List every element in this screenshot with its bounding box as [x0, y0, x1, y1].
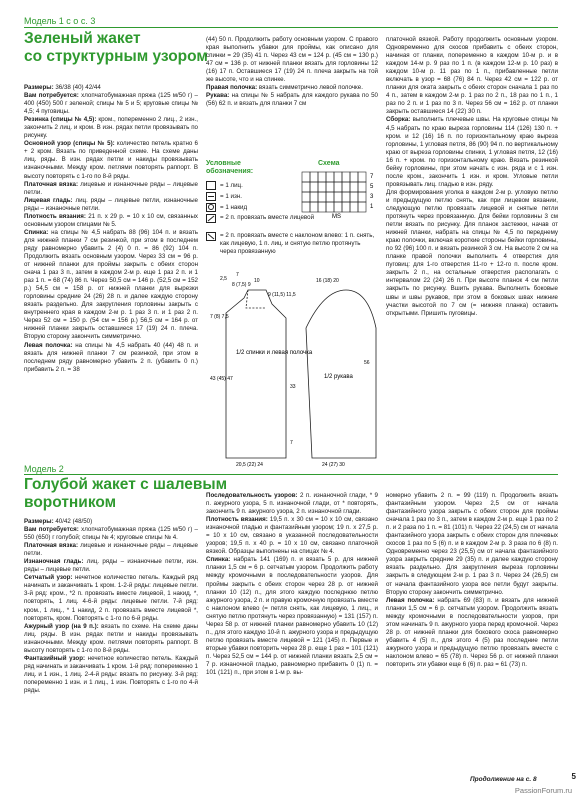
scheme-cell: [334, 172, 342, 182]
model1-column-3: платочной вязкой. Работу продолжить основным узором. Одновременно для скосов прибавить с обеих сторон, начиная от планки, попеременно в каждом 10-м р. и в каждом 14-м р. 9 раз по 1 п. (в каждом 12-м р. 10 раз) в каждом 10-м р. 11 раз по 1 п., прибавленные петли включать в узор = 68 (76) 84 п. Через 42 см = 122 р. от планки для оката закрыть с обеих сторон сначала 1 раз по 4 п., затем в каждом 2-м р. 1 раз по 2 п., 18 раз по 1 п., 1 раз по 2 п. и 1 раз по 3 п. Через 56 см = 162 р. от планки закрыть оставшиеся 14 (22) 30 п. Сборка: выполнить плечевые швы. На круговые спицы № 4,5 набрать по краю выреза горловины 114 (126) 130 п. + кром. и 12 (16) 16 п. по горизонтальному краю выреза горловины, 1 угловая петля, 86 (90) 94 п. по вертикальному краю от выреза горловины спинки, 1 угловая петля, 12 (16) 16 п. + кром. по горизонтальному краю. Вязать резинкой бейку горловины, при этом начать с изн. ряда и с 1 изн. после кром., закончить 1 изн. и кром. Угловые петли провязывать лиц. гладью в изн. ряду. Для формирования уголка в каждом 2-м р. угловую петлю и предыдущую петлю снять, как при лицевом вязании, следующую петлю провязать лицевой и снятые петли протянуть через провязанную. Для бейки горловины 3 см петли вязать по рисунку. Для планок застежки, начав от нижней планки, набрать на спицы № 4,5 по переднему краю полочки, включая короткие стороны бейки горловины, по 92 (96) 100 п. и вязать резинкой 3 см. На высоте 2 см на планке правой полочки выполнить 4 отверстия для пуговиц: для 1-го отверстия 11-го + 12-го п. после кром. закрыть 2 п., на остальные отверстия располагать с интервалом 22 (24) 26 п. При высоте планок 4 см петли закрыть по рисунку. Вшить рукава. Выполнить боковые швы и швы рукавов, при этом в боковых швах нижние участки высотой по 7 см (= нижняя планка) оставить открытыми. Пришить пуговицы.: [386, 36, 558, 317]
scheme-cell: [358, 202, 366, 212]
scheme-row-1: 1: [370, 204, 374, 210]
legend-item-purl: = 1 изн.: [206, 192, 242, 201]
scheme-title: Схема: [318, 160, 340, 167]
scheme-cell: [326, 182, 334, 192]
model2-column-3: номерно убавить 2 п. = 99 (119) п. Продолжить вязать фантазийным узором. Через 2,5 см от начала фантазийного узора закрыть с обеих сторон для проймы сначала 1 раз по 3 п., затем в каждом 2-м р. еще 1 раз по 2 п. и 2 раза по 1 п. = 81 (101) п. Через 22 (24,5) см от начала фантазийного узора закрыть с обеих сторон для плечевых скосов 1 раз по 5 (6) п. и в каждом 2-м р. 3 раза по 6 (8) п. Одновременно через 23 (25,5) см от начала фантазийного узора закрыть средние 29 (35) п. и далее каждую сторону вязать раздельно. Для закругления выреза горловины закрыть в следующем 2-м р. 1 раз 3 п. Через 24 (26,5) см от начала фантазийного узора все петли будут закрыты. Вторую сторону закончить симметрично. Левая полочка: набрать 69 (83) п. и вязать для нижней планки 1,5 см = 6 р. сетчатым узором. Продолжить вязать между кромочными в последовательности узоров, при этом начинать 9 п. ажурного узора перед кромочной. Через 28 р. от нижней планки для бокового скоса равномерно убавить 4 (5) п., для этого 4 (5) раз последние петли ажурного узора и предыдущую петлю провязать вместе с наклоном влево = 65 (78) п. Через 56 р. от нижней планки повторить эти убавки еще 6 (6) п. раз = 61 (73) п.: [386, 492, 558, 668]
back-label-1: 1/2 спинки и левая полочка: [236, 350, 313, 356]
legend-item-yarnover: = 1 накид: [206, 203, 247, 212]
dim-25: 2,5: [220, 276, 227, 282]
dim-56: 56: [364, 360, 370, 366]
scheme-grid: [302, 172, 366, 212]
scheme-row-7: 7: [370, 174, 374, 180]
scheme-cell: [342, 182, 350, 192]
k2tog-symbol-icon: [206, 214, 216, 223]
scheme-cell: [358, 182, 366, 192]
neckline-outline: [246, 290, 266, 308]
legend-item-knit: = 1 лиц.: [206, 181, 243, 190]
dim-205: 20,5 (22) 24: [236, 462, 263, 468]
model2-label: Модель 2: [24, 464, 64, 474]
scheme-cell: [326, 192, 334, 202]
scheme-cell: [350, 172, 358, 182]
page-number: 5: [571, 772, 576, 781]
scheme-cell: [302, 172, 310, 182]
scheme-cell: [342, 202, 350, 212]
scheme-cell: [310, 192, 318, 202]
pattern-drawing: [206, 268, 382, 468]
scheme-cell: [310, 202, 318, 212]
divider-2: [24, 474, 558, 475]
scheme-row-5: 5: [370, 184, 374, 190]
scheme-cell: [318, 202, 326, 212]
yarnover-symbol-icon: [206, 203, 216, 212]
sleeve-label: 1/2 рукава: [324, 374, 353, 380]
scheme-cell: [334, 192, 342, 202]
dim-43: 43 (45) 47: [210, 376, 233, 382]
scheme-cell: [310, 182, 318, 192]
legend-item-ssk: = 2 п. провязать вместе с наклоном влево: 1 п. снять, как лицевую, 1 п. лиц. и снятую петлю протянуть через провязанную: [206, 232, 378, 256]
scheme-cell: [326, 202, 334, 212]
model1-title-1: Зеленый жакет: [24, 30, 141, 47]
scheme-cell: [302, 192, 310, 202]
dim-16: 16 (18) 20: [316, 278, 339, 284]
scheme-cell: [310, 172, 318, 182]
legend-item-k2tog: = 2 п. провязать вместе лицевой: [206, 214, 376, 223]
ssk-symbol-icon: [206, 232, 216, 241]
model2-title-1: Голубой жакет с шалевым: [24, 476, 228, 493]
scheme-cell: [334, 202, 342, 212]
dim-10: 10: [254, 278, 260, 284]
continued-note: Продолжение на с. 8: [470, 776, 537, 783]
scheme-cell: [342, 192, 350, 202]
legend-title-1: Условные: [206, 160, 241, 167]
dim-7: 7: [236, 272, 239, 278]
scheme-cell: [318, 192, 326, 202]
watermark: PassionForum.ru: [514, 786, 572, 795]
model1-column-1: Размеры: 36/38 (40) 42/44 Вам потребуется: хлопчатобумажная пряжа (125 м/50 г) – 400 (450) 500 г зеленой; спицы № 5 и 5; круговые спицы № 4,5; 4 пуговицы. Резинка (спицы № 4,5): кром., попеременно 2 лиц., 2 изн., закончить 2 лиц. и кром. В изн. рядах петли провязывать по рисунку. Основной узор (спицы № 5): количество петель кратно 6 + 2 кром. Вязать по приведенной схеме. На схеме даны лиц. ряды. В изн. рядах петли и накиды провязывать изнаночными. Между кром. петлями повторять раппорт. В высоту повторять с 1-го по 8-й ряды. Платочная вязка: лицевые и изнаночные ряды – лицевые петли. Лицевая гладь: лиц. ряды – лицевые петли, изнаночные ряды – изнаночные петли. Плотность вязания: 21 п. x 29 р. = 10 x 10 см, связанных основным узором спицами № 5. Спинка: на спицы № 4,5 набрать 88 (96) 104 п. и вязать для нижней планки 7 см резинкой, при этом в последнем ряду равномерно убавить 2 (4) 0 п. = 86 (92) 104 п. Продолжить вязать основным узором. Через 33 см = 96 р. от нижней планки для проймы закрыть с обеих сторон снача 1 раз 3 п., затем в каждом 2-м р. еще 1 раз 2 п. и 1 раз 1 п. = 68 (74) 86 п. Через 50,5 см = 146 р. (52,5 см = 152 р.) 54,5 см = 158 р. от нижней планки для вырезки горловины средние 24 (26) 28 п. и далее каждую сторону вязать раздельно. Для закругления горловины закрыть с внутреннего края в каждом 2-м р. 1 раз 3 п. и 1 раз 2 п. Через 52 см = 150 р. (54 см = 156 р.) 56,5 см = 164 р. от нижней планки закрыть оставшиеся 17 (19) 24 п. плеча. Вторую сторону закончить симметрично. Левая полочка: на спицы № 4,5 набрать 40 (44) 48 п. и вязать для нижней планки 7 см резинкой, при этом в последнем ряду равномерно убавить 2 п. (убавить 0 п.) прибавить 2 п. = 38: [24, 84, 198, 373]
scheme-row-3: 3: [370, 194, 374, 200]
scheme-cell: [350, 182, 358, 192]
model1-label: Модель 1 с о с. 3: [24, 16, 96, 26]
scheme-cell: [302, 202, 310, 212]
dim-33: 33: [290, 384, 296, 390]
scheme-cell: [342, 172, 350, 182]
dim-9: 9 (11,5) 11,5: [268, 292, 296, 298]
dim-7b: 7 (8) 7,5: [210, 314, 229, 320]
divider: [24, 27, 558, 28]
model2-title-2: воротником: [24, 494, 117, 511]
scheme-ms: MS: [332, 214, 341, 220]
scheme-cell: [326, 172, 334, 182]
model1-title-2: со структурным узором: [24, 48, 208, 65]
back-outline: [226, 290, 286, 458]
scheme-cell: [334, 182, 342, 192]
knit-symbol-icon: [206, 181, 216, 190]
dim-8: 8 (7,5) 9: [232, 282, 251, 288]
model2-column-2: Последовательность узоров: 2 п. изнаночной глади, * 9 п. ажурного узора, 5 п. изнаночной глади, от * повторять, закончить 9 п. ажурного узора, 2 п. изнаночной глади. Плотность вязания: 19,5 п. x 30 см = 10 x 10 см, связано изнаночной гладью и фантазийным узором; 19 п. x 27,5 р. = 10 x 10 см, связано в указанной последовательности узоров; 19,5 п. x 40 р. = 10 x 10 см, связано платочной вязкой. Образцы выполнены на спицах № 4. Спинка: набрать 141 (169) п. и вязать 5 р. для нижней планки 1,5 см = 6 р. сетчатым узором. Продолжить работу между кромочными в последовательности узоров. Для проймы закрыть с обеих сторон через 28 р. от нижней планки 10 (12) п., для этого каждую последнюю петлю ажурного узора, 2 п. и правую кромочную провязать вместе с наклоном влево (= петля снять, как лицевую, 1 лиц., и снятую петлю протянуть через провязанную) = 131 (157) п. Через 58 р. от нижней планки равномерно убавить 10 (12) п., для этого каждую 10-й п. ажурного узора и предыдущую петлю провязать вместе лицевой = 121 (145) п. Первые и вторые убавки повторить через 28 р. еще 1 раз = 101 (121) п. Через 52,5 см = 144 р. от нижней планки вязать 2,5 см = 7 р. изнаночной гладью, равномерно прибавить 0 (1) п. = 101 (121) п., при этом в 1-м р. вы-: [206, 492, 378, 677]
purl-symbol-icon: [206, 192, 216, 201]
scheme-cell: [302, 182, 310, 192]
dim-24: 24 (27) 30: [322, 462, 345, 468]
scheme-cell: [350, 192, 358, 202]
legend-title-2: обозначения:: [206, 168, 254, 175]
dim-7c: 7: [290, 440, 293, 446]
scheme-cell: [358, 172, 366, 182]
scheme-cell: [350, 202, 358, 212]
stitch-chart: [300, 170, 382, 220]
scheme-cell: [358, 192, 366, 202]
scheme-cell: [318, 172, 326, 182]
scheme-cell: [318, 182, 326, 192]
model2-column-1: Размеры: 40/42 (48/50) Вам потребуется: хлопчатобумажная пряжа (125 м/50 г) – 550 (650) г голубой; спицы № 4; круговые спицы № 4. Платочная вязка: лицевые и изнаночные ряды – лицевые петли. Изнаночная гладь: лиц. ряды – изнаночные петли, изн. ряды – лицевые петли. Сетчатый узор: нечетное количество петель. Каждый ряд начинать и заканчивать 1 кром. 1-2-й ряды: лицевые петли. 3-й ряд: кром., *2 п. провязать вместе лицевой, 1 накид, *, повторять, 1 лиц. 4-6-й ряды: лицевые петли. 7-й ряд: кром., 1 лиц., * 1 накид, 2 п. провязать вместе лицевой *, повторять, кром. Повторять с 1-го по 6-й ряды. Ажурный узор (на 9 п.): вязать по схеме. На схеме даны лиц. ряды. В изн. рядах петли и накиды провязывать изнаночными. Между кром. петлями повторять раппорт. В высоту повторять с 1-го по 8-й ряды. Фантазийный узор: нечетное количество петель. Каждый ряд начинать и заканчивать 1 кром. 1-й ряд: попеременно 1 лиц. и 1 изн., 1 лиц. 2-4-й ряды: вязать по рисунку. 3-й ряд: попеременно 1 изн. и 1 лиц., 1 изн. Повторять с 1-го по 4-й ряды.: [24, 518, 198, 694]
model1-column-2: (44) 50 п. Продолжить работу основным узором. С правого края выполнить убавки для проймы, как описано для спинки = 29 (35) 41 п. Через 43 см = 124 р. (45 см = 130 р.) 47 см = 136 р. от нижней планки вязать для горловины 12 (16) 17 п. Оставшиеся 17 (19) 24 п. плеча закрыть на той же высоте, что и на спинке. Правая полочка: вязать симметрично левой полочке. Рукава: на спицы № 5 набрать для каждого рукава по 50 (56) 62 п. и вязать для планки 7 см: [206, 36, 378, 108]
